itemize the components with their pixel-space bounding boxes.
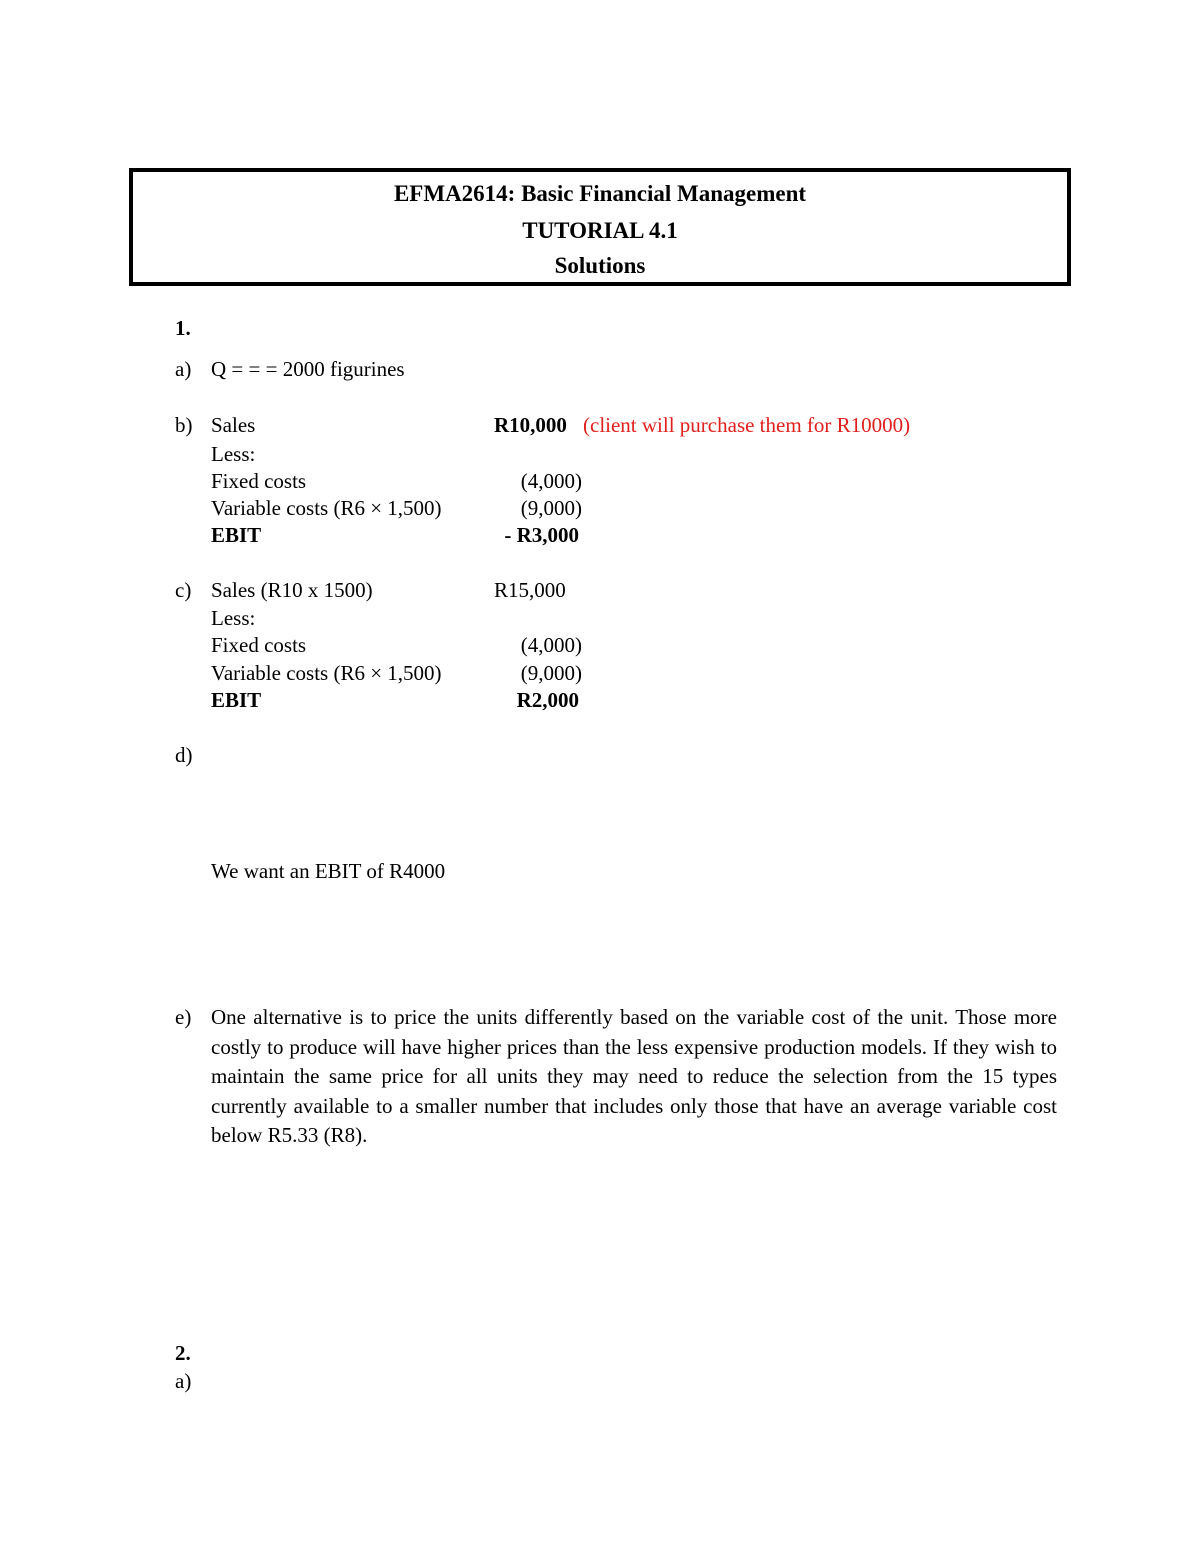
q1c-fixed-costs-label: Fixed costs — [211, 633, 307, 657]
q1a-text: Q = = = 2000 figurines — [211, 357, 405, 381]
q1b-variable-costs-value: (9,000) — [520, 496, 582, 520]
q1e-paragraph: One alternative is to price the units differently based on the variable cost of the unit. Those more costly to produce will have higher prices than the less expensive production models. If they wish to maintain the same price for all units they may need to reduce the selection from the 15 types currently available to a smaller number that includes only those that have an average variable cost below R5.33 (R8). — [211, 1005, 1057, 1147]
q1c-sales-label: Sales (R10 x 1500) — [211, 578, 373, 602]
solutions-subtitle: Solutions — [554, 253, 646, 278]
q1a-label: a) — [175, 357, 192, 381]
q1b-sales-label: Sales — [211, 413, 256, 437]
q1c-less-label: Less: — [211, 606, 256, 630]
q1b-sales-value: R10,000 — [494, 413, 567, 437]
q1d-label: d) — [175, 743, 193, 767]
q1b-ebit-label: EBIT — [211, 523, 262, 547]
q1c-variable-costs-label: Variable costs (R6 × 1,500) — [211, 661, 442, 685]
tutorial-title: TUTORIAL 4.1 — [522, 218, 678, 243]
q1b-fixed-costs-value: (4,000) — [520, 469, 582, 493]
q1b-variable-costs-label: Variable costs (R6 × 1,500) — [211, 496, 442, 520]
q1c-fixed-costs-value: (4,000) — [520, 633, 582, 657]
title-box — [129, 168, 1071, 286]
course-title: EFMA2614: Basic Financial Management — [393, 181, 807, 206]
q1c-label: c) — [175, 578, 192, 602]
q1b-less-label: Less: — [211, 442, 256, 466]
q1b-client-note: (client will purchase them for R10000) — [583, 413, 911, 437]
q1c-ebit-label: EBIT — [211, 688, 262, 712]
q1b-label: b) — [175, 413, 193, 437]
q1b-fixed-costs-label: Fixed costs — [211, 469, 307, 493]
q1e-label: e) — [175, 1005, 192, 1029]
q1b-ebit-value: - R3,000 — [504, 523, 579, 547]
q1c-ebit-value: R2,000 — [516, 688, 579, 712]
q2a-label: a) — [175, 1369, 192, 1393]
q1c-variable-costs-value: (9,000) — [520, 661, 582, 685]
q1c-sales-value: R15,000 — [494, 578, 566, 602]
question-1-number: 1. — [175, 316, 191, 340]
q1d-text: We want an EBIT of R4000 — [211, 859, 446, 883]
question-2-number: 2. — [175, 1341, 191, 1365]
